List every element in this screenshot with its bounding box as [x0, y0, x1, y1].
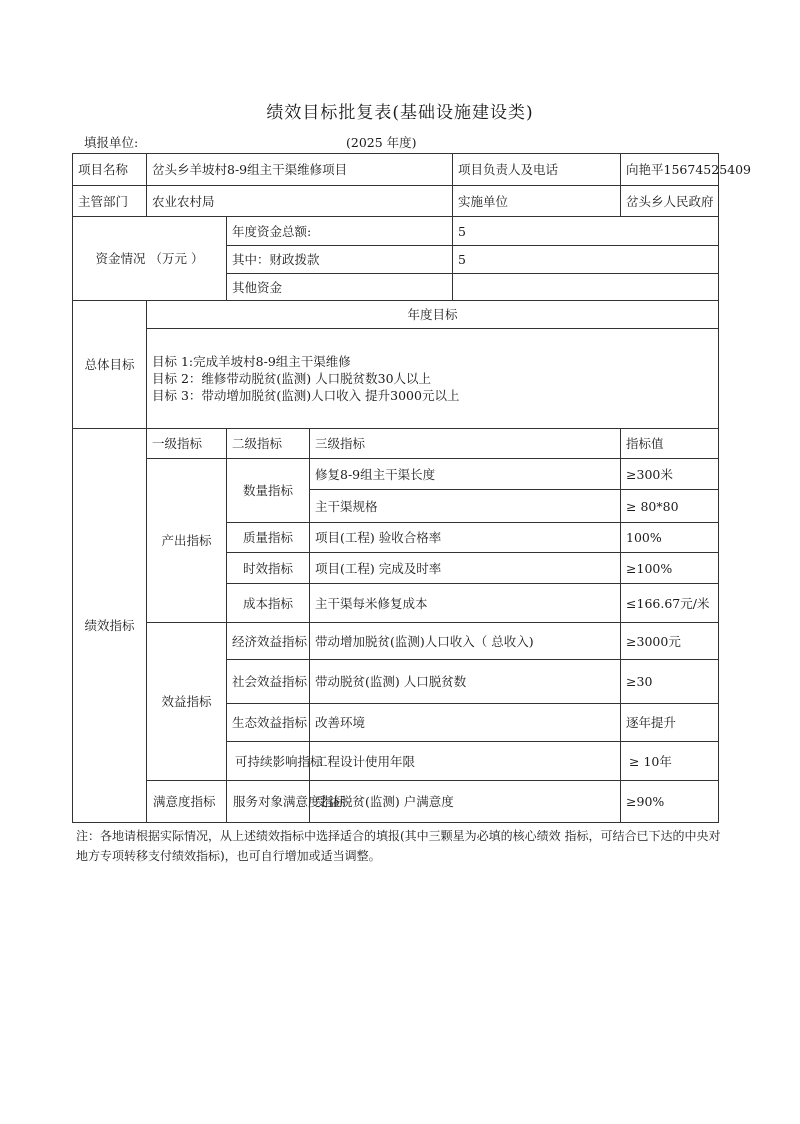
project-name-row — [73, 154, 719, 186]
indicator-name: 项目(工程) 验收合格率 — [310, 523, 621, 553]
indicator-value: ≥30 — [621, 660, 719, 704]
cost-indicators-label: 成本指标 — [227, 584, 310, 623]
header-level3: 三级指标 — [310, 429, 621, 459]
year-label: (2025 年度) — [346, 135, 417, 150]
header-value: 指标值 — [621, 429, 719, 459]
indicator-name: 带动增加脱贫(监测)人口收入（ 总收入) — [310, 623, 621, 660]
quantity-indicators-label: 数量指标 — [227, 459, 310, 523]
indicator-name: 改善环境 — [310, 704, 621, 742]
indicator-value: ≥300米 — [621, 459, 719, 490]
indicator-name: 受益脱贫(监测) 户满意度 — [310, 781, 621, 823]
economic-indicators-label: 经济效益指标 — [227, 623, 310, 660]
impl-unit-value: 岔头乡人民政府 — [621, 186, 719, 217]
funds-total-label: 年度资金总额: — [227, 217, 453, 246]
funds-other-label: 其他资金 — [227, 274, 453, 301]
goal-item: 目标 2：维修带动脱贫(监测) 人口脱贫数30人以上 — [152, 371, 432, 386]
indicator-name: 工程设计使用年限 — [310, 742, 621, 781]
header-level1: 一级指标 — [147, 429, 227, 459]
project-name-label: 项目名称 — [73, 154, 147, 186]
funds-label: 资金情况 （万元 ） — [73, 217, 227, 301]
dept-row — [73, 186, 719, 217]
timeliness-indicators-label: 时效指标 — [227, 553, 310, 584]
performance-form-table — [72, 153, 752, 823]
impl-unit-label: 实施单位 — [453, 186, 621, 217]
contact-label: 项目负责人及电话 — [453, 154, 621, 186]
indicator-value: ≥90% — [621, 781, 719, 823]
indicator-name: 修复8-9组主干渠长度 — [310, 459, 621, 490]
indicator-name: 项目(工程) 完成及时率 — [310, 553, 621, 584]
service-satisfaction-label: 服务对象满意度指标 — [227, 781, 310, 823]
funds-total-value: 5 — [453, 217, 719, 246]
overall-goal-label: 总体目标 — [73, 301, 147, 429]
indicator-name: 主干渠规格 — [310, 490, 621, 523]
funds-other-value — [453, 274, 719, 301]
overall-goals-row — [73, 329, 719, 429]
indicator-value: ≥100% — [621, 553, 719, 584]
social-indicators-label: 社会效益指标 — [227, 660, 310, 704]
benefit-indicators-label: 效益指标 — [147, 623, 227, 781]
funds-fiscal-label: 其中：财政拨款 — [227, 246, 453, 274]
ecological-indicators-label: 生态效益指标 — [227, 704, 310, 742]
perf-header-row — [73, 429, 719, 459]
quality-indicators-label: 质量指标 — [227, 523, 310, 553]
indicator-value: ≤166.67元/米 — [621, 584, 719, 623]
funds-total-row — [73, 217, 719, 246]
sustainable-indicators-label: 可持续影响指标 — [227, 742, 310, 781]
dept-label: 主管部门 — [73, 186, 147, 217]
header-level2: 二级指标 — [227, 429, 310, 459]
perf-indicators-label: 绩效指标 — [73, 429, 147, 823]
table-row — [73, 459, 719, 490]
document-title: 绩效目标批复表(基础设施建设类) — [266, 103, 534, 123]
goal-item: 目标 1:完成羊坡村8-9组主干渠维修 — [152, 354, 351, 369]
footnote: 注：各地请根据实际情况，从上述绩效指标中选择适合的填报(其中三颗星为必填的核心绩效 指标，可结合已下达的中央对地方专项转移支付绩效指标)，也可自行增加或适当调整。 — [76, 829, 721, 863]
fill-unit-label: 填报单位: — [84, 135, 139, 150]
indicator-name: 带动脱贫(监测) 人口脱贫数 — [310, 660, 621, 704]
indicator-name: 主干渠每米修复成本 — [310, 584, 621, 623]
overall-header-row — [73, 301, 719, 329]
indicator-value: 100% — [621, 523, 719, 553]
table-row — [73, 623, 719, 660]
indicator-value: ≥ 10年 — [621, 742, 719, 781]
project-name-value: 岔头乡羊坡村8-9组主干渠维修项目 — [147, 154, 453, 186]
indicator-value: 逐年提升 — [621, 704, 719, 742]
funds-fiscal-value: 5 — [453, 246, 719, 274]
satisfaction-indicators-label: 满意度指标 — [147, 781, 227, 823]
contact-value: 向艳平15674525409 — [621, 154, 719, 186]
indicator-value: ≥ 80*80 — [621, 490, 719, 523]
dept-value: 农业农村局 — [147, 186, 453, 217]
goal-item: 目标 3：带动增加脱贫(监测)人口收入 提升3000元以上 — [152, 388, 460, 403]
overall-goals-cell — [147, 329, 719, 429]
annual-goal-header: 年度目标 — [147, 301, 719, 329]
indicator-value: ≥3000元 — [621, 623, 719, 660]
output-indicators-label: 产出指标 — [147, 459, 227, 623]
table-row — [73, 781, 719, 823]
